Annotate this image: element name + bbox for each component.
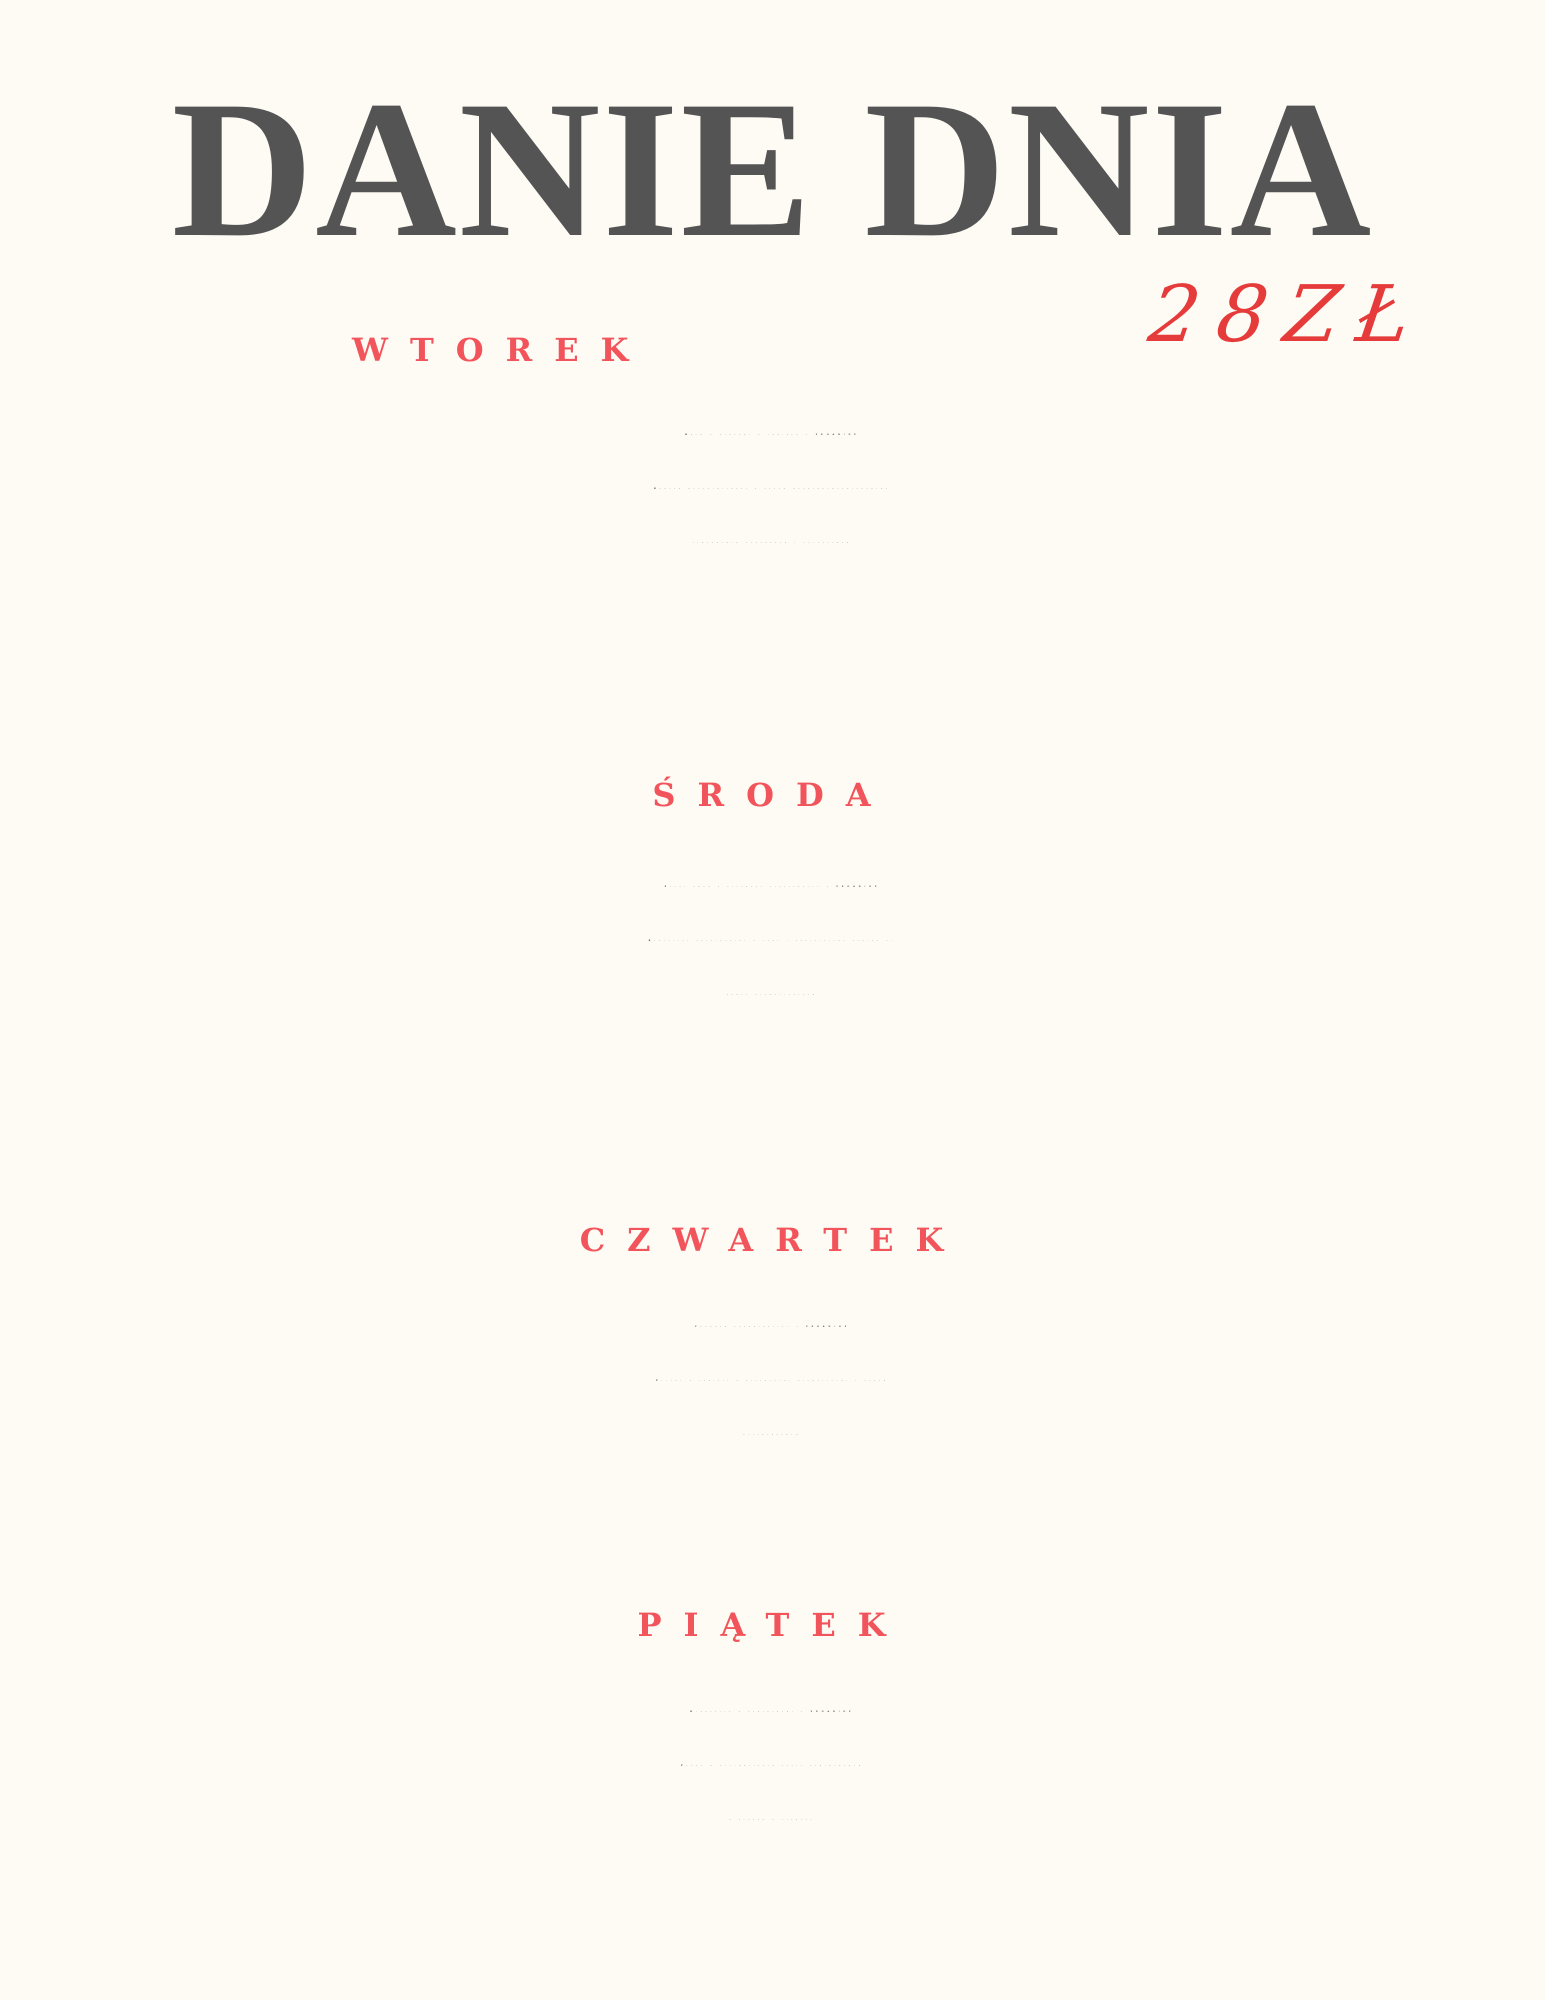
dish-pl-line: Burger wegetariański z sosem muszardowo-miodowym, (654, 488, 891, 490)
dish-pl-line: Złoty krem z pieczoną ciecierzycą - VEGAN/GF (664, 886, 881, 888)
dish-en-line (0, 664, 1545, 711)
dish-pl-line: limonkowym ketchupem i colesławem (692, 542, 853, 544)
day-heading-wednesday: ŚRODA (652, 776, 893, 814)
day-dishes-friday (0, 1685, 1545, 1941)
day-section-friday (0, 1580, 1545, 1670)
day-dishes-thursday (0, 1300, 1545, 1556)
day-section-tuesday (0, 305, 1545, 395)
dish-pl-line: Chowder kukurydziany - VEGAN/GF (694, 1326, 851, 1328)
dish-pl-line: z zestem z cytryny (729, 1819, 816, 1821)
day-dishes-tuesday (0, 408, 1545, 711)
dish-en-line (0, 1116, 1545, 1163)
dish-pl-line: Kapuśniak z pomidorami - VEGAN/GF (690, 1711, 855, 1713)
day-dishes-wednesday (0, 860, 1545, 1163)
price-label: 28ZŁ (1143, 270, 1434, 360)
dish-en-line (0, 1022, 1545, 1069)
dish-en-line (0, 1847, 1545, 1894)
day-heading-friday: PIĄTEK (637, 1606, 908, 1644)
dish-pl-line: puree ziemniaczanym (727, 994, 818, 996)
day-section-wednesday (0, 750, 1545, 840)
dish-en-line (0, 1462, 1545, 1509)
dish-en-line (0, 1509, 1545, 1556)
day-section-thursday (0, 1195, 1545, 1285)
dish-pl-line: Penne w kalabryjskim sosie pomidorowym (681, 1765, 864, 1767)
menu-title: DANIE DNIA (171, 61, 1374, 278)
dish-en-line (0, 570, 1545, 617)
dish-pl-line: Krem z marchwi z imbirem - VEGAN/GF (685, 434, 860, 436)
day-heading-tuesday: WTOREK (352, 331, 651, 369)
dish-en-line (0, 1894, 1545, 1941)
dish-en-line (0, 617, 1545, 664)
dish-en-line (0, 1069, 1545, 1116)
dish-pl-line: pieczarkowym (743, 1434, 802, 1436)
day-heading-thursday: CZWARTEK (579, 1221, 966, 1259)
dish-pl-line: Kotleciki spanakopita z fetą i szpinakiem, podane na (648, 940, 897, 942)
dish-pl-line: Placki z cukinii z pieczonymi ziemniakami i sosem (656, 1380, 889, 1382)
